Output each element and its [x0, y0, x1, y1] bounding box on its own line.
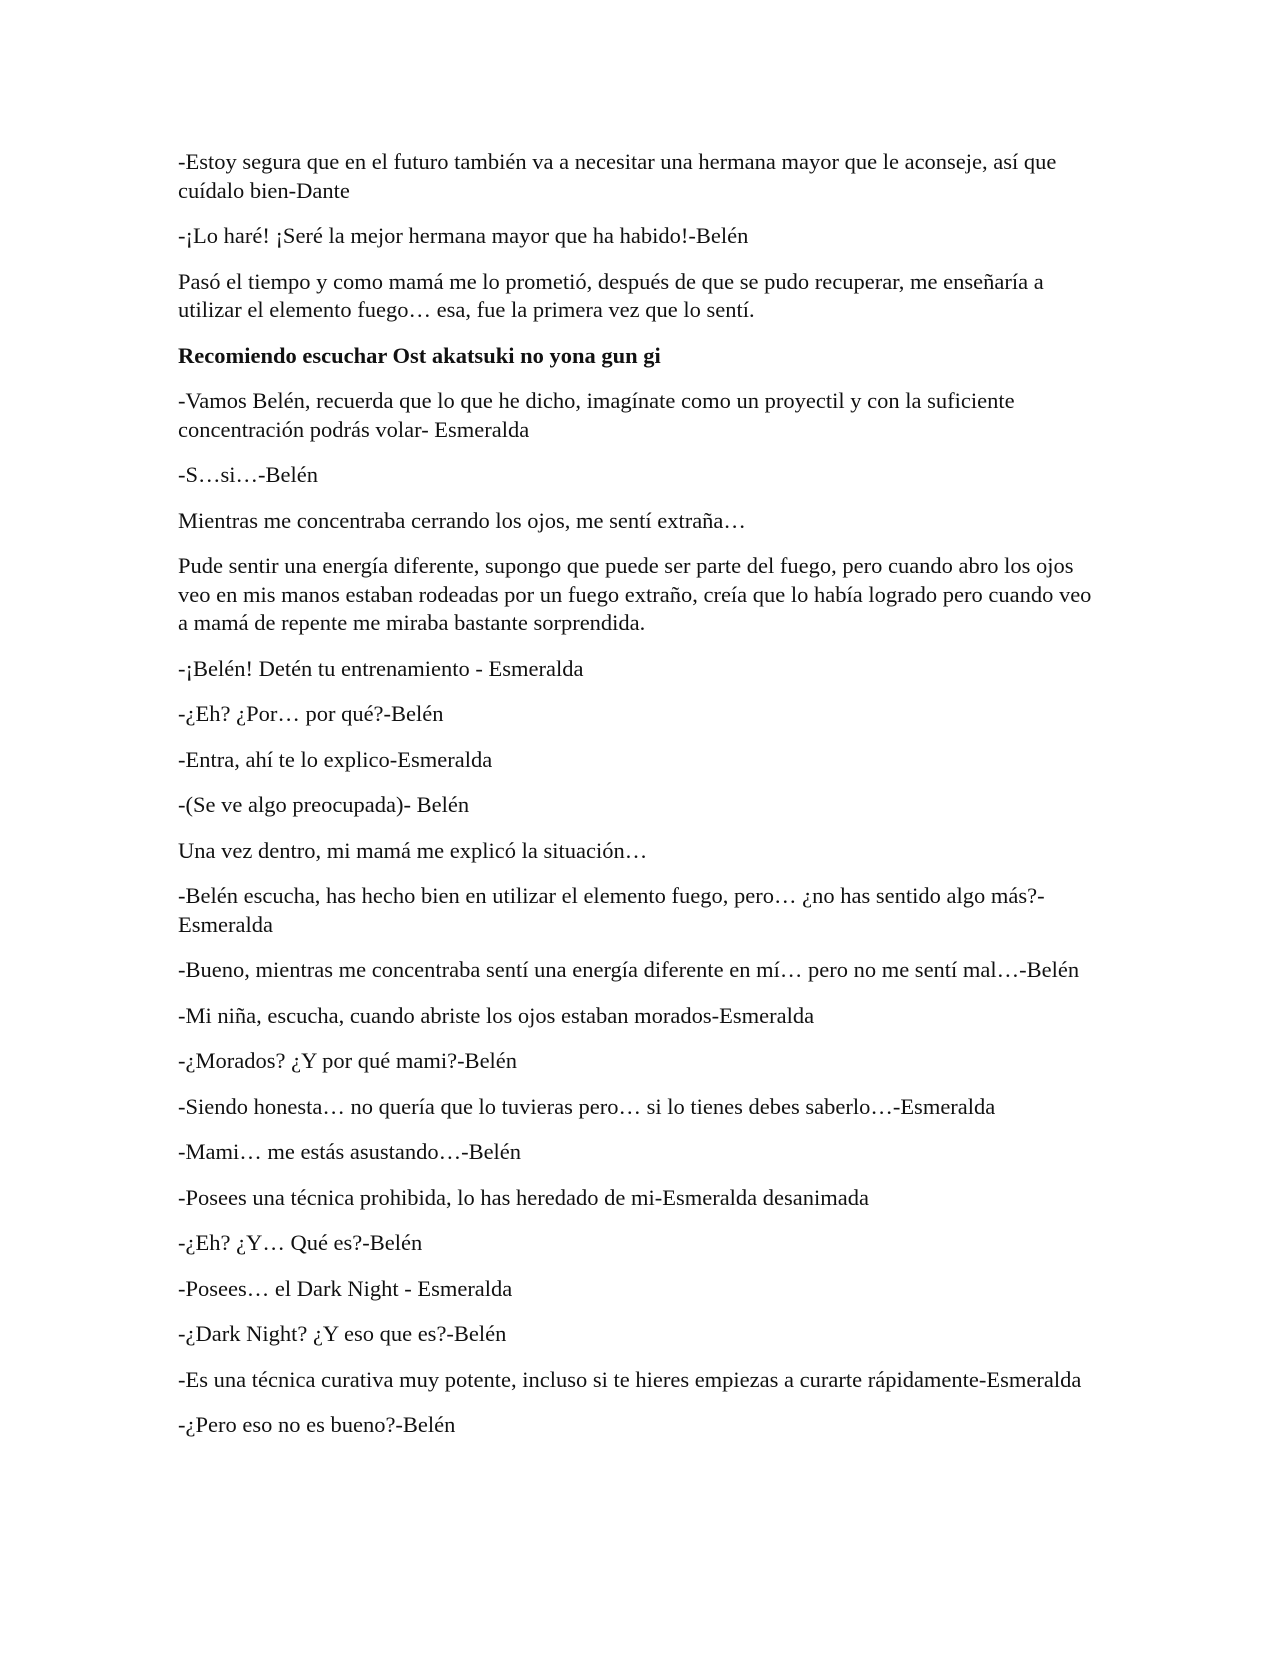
paragraph: -Bueno, mientras me concentraba sentí una energía diferente en mí… pero no me sentí mal…-Belén	[178, 957, 1080, 982]
paragraph: Pude sentir una energía diferente, supongo que puede ser parte del fuego, pero cuando abro los ojos veo en mis manos estaban rodeadas por un fuego extraño, creía que lo había logrado pero cuando veo a mamá de repente me miraba bastante sorprendida.	[178, 553, 1092, 635]
paragraph: Una vez dentro, mi mamá me explicó la situación…	[178, 837, 648, 863]
paragraph: -Entra, ahí te lo explico-Esmeralda	[178, 746, 493, 772]
paragraph: -¡Belén! Detén tu entrenamiento - Esmeralda	[178, 655, 584, 681]
paragraph: -S…si…-Belén	[178, 462, 318, 487]
paragraph: -¿Morados? ¿Y por qué mami?-Belén	[178, 1048, 518, 1073]
paragraph: -Estoy segura que en el futuro también va a necesitar una hermana mayor que le aconseje, así que cuídalo bien-Dante	[178, 149, 1057, 203]
paragraph: -Belén escucha, has hecho bien en utilizar el elemento fuego, pero… ¿no has sentido algo más?-Esmeralda	[178, 883, 1045, 937]
music-recommendation-heading: Recomiendo escuchar Ost akatsuki no yona gun gi	[178, 342, 661, 368]
paragraph: -¿Eh? ¿Y… Qué es?-Belén	[178, 1230, 423, 1255]
paragraph: -¿Pero eso no es bueno?-Belén	[178, 1412, 456, 1437]
paragraph: -(Se ve algo preocupada)- Belén	[178, 792, 470, 817]
paragraph: -¿Dark Night? ¿Y eso que es?-Belén	[178, 1321, 507, 1346]
paragraph: -¡Lo haré! ¡Seré la mejor hermana mayor que ha habido!-Belén	[178, 223, 749, 248]
paragraph: -Mami… me estás asustando…-Belén	[178, 1139, 522, 1164]
paragraph: -Mi niña, escucha, cuando abriste los ojos estaban morados-Esmeralda	[178, 1002, 815, 1028]
paragraph: -Siendo honesta… no quería que lo tuvieras pero… si lo tienes debes saberlo…-Esmeralda	[178, 1093, 996, 1119]
paragraph: -¿Eh? ¿Por… por qué?-Belén	[178, 701, 444, 726]
paragraph: -Posees una técnica prohibida, lo has heredado de mi-Esmeralda desanimada	[178, 1184, 869, 1210]
paragraph: Pasó el tiempo y como mamá me lo prometió, después de que se pudo recuperar, me enseñaría a utilizar el elemento fuego… esa, fue la primera vez que lo sentí.	[178, 268, 1044, 322]
paragraph: -Es una técnica curativa muy potente, incluso si te hieres empiezas a curarte rápidamente-Esmeralda	[178, 1366, 1082, 1392]
paragraph: Mientras me concentraba cerrando los ojos, me sentí extraña…	[178, 507, 746, 533]
document-page	[178, 148, 1098, 1457]
paragraph: -Posees… el Dark Night - Esmeralda	[178, 1275, 513, 1301]
paragraph: -Vamos Belén, recuerda que lo que he dicho, imagínate como un proyectil y con la suficiente concentración podrás volar- Esmeralda	[178, 388, 1015, 442]
